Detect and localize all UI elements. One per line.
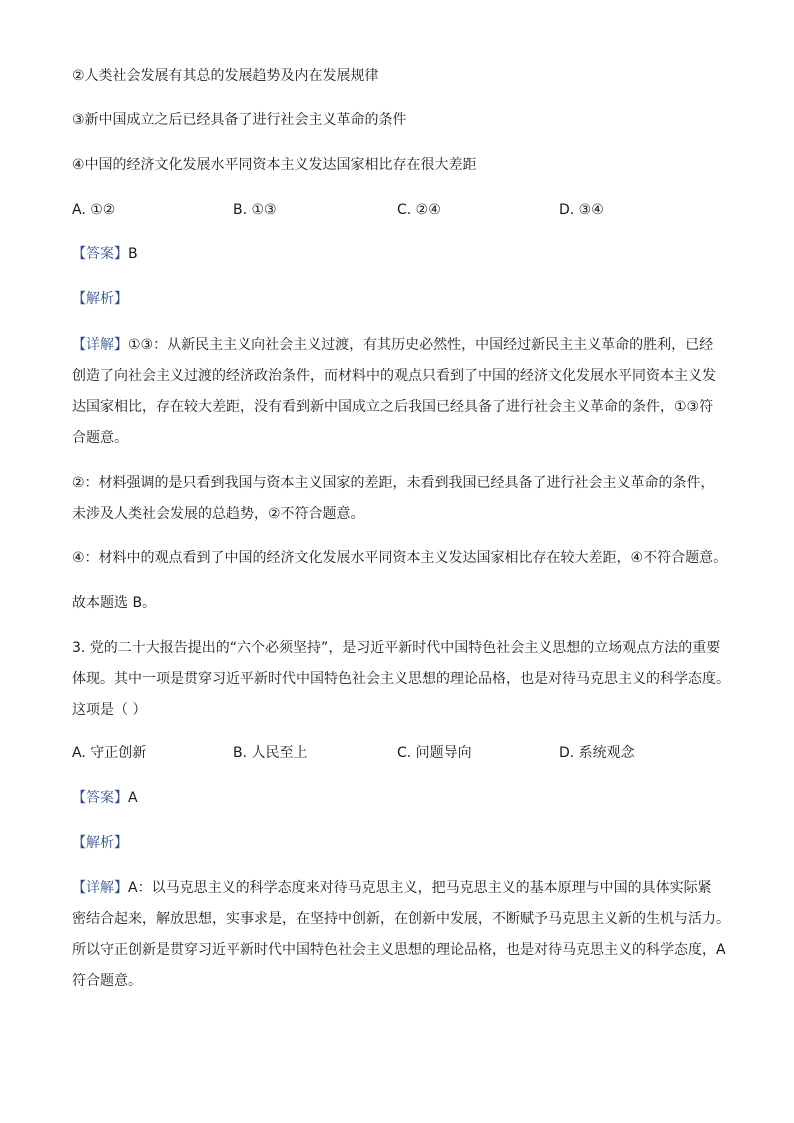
q2-options	[72, 200, 722, 220]
q3-stem-line-3: 这项是（ ）	[72, 702, 147, 718]
statement-3: ③新中国成立之后已经具备了进行社会主义革命的条件	[72, 112, 407, 128]
q2-answer-label: 【答案】	[72, 246, 128, 262]
q2-analysis-label: 【解析】	[72, 291, 128, 307]
q3-option-b: B. 人民至上	[233, 745, 308, 761]
statement-2: ②人类社会发展有其总的发展趋势及内在发展规律	[72, 68, 379, 84]
q3-stem-line-2: 体现。其中一项是贯穿习近平新时代中国特色社会主义思想的理论品格，也是对待马克思主义的科学态度。	[72, 671, 730, 687]
q2-answer-value: B	[128, 246, 138, 262]
q2-option-d: D. ③④	[559, 202, 604, 218]
q3-options	[72, 743, 722, 763]
q2-detail-line-4: 合题意。	[72, 430, 128, 446]
q2-option-c: C. ②④	[397, 202, 441, 218]
q2-point2-line-1: ②：材料强调的是只看到我国与资本主义国家的差距，未看到我国已经具备了进行社会主义革命的条件，	[72, 475, 715, 491]
q2-point2-line-2: 未涉及人类社会发展的总趋势，②不符合题意。	[72, 506, 365, 522]
q2-answer	[72, 244, 138, 264]
q3-detail-line-4: 符合题意。	[72, 973, 142, 989]
q2-detail-line-3: 达国家相比，存在较大差距，没有看到新中国成立之后我国已经具备了进行社会主义革命的条件，①③符	[72, 399, 714, 415]
q2-detail-text-1: ①③：从新民主主义向社会主义过渡，有其历史必然性，中国经过新民主主义革命的胜利，已经	[128, 337, 714, 353]
q3-detail-line-2: 密结合起来，解放思想，实事求是，在坚持中创新，在创新中发展，不断赋予马克思主义新的生机与活力。	[72, 911, 730, 927]
q3-answer	[72, 788, 138, 808]
q2-point4-line: ④：材料中的观点看到了中国的经济文化发展水平同资本主义发达国家相比存在较大差距，④不符合题意。	[72, 550, 728, 566]
q3-detail-label: 【详解】	[72, 880, 128, 896]
q3-stem-line-1: 3. 党的二十大报告提出的“六个必须坚持”，是习近平新时代中国特色社会主义思想的立场观点方法的重要	[72, 640, 721, 656]
q3-analysis-label: 【解析】	[72, 835, 128, 851]
q2-option-b: B. ①③	[233, 202, 277, 218]
q2-detail-label: 【详解】	[72, 337, 128, 353]
q3-option-a: A. 守正创新	[72, 745, 147, 761]
q3-answer-value: A	[128, 790, 138, 806]
q3-answer-label: 【答案】	[72, 790, 128, 806]
q2-detail-line-2: 创造了向社会主义过渡的经济政治条件，而材料中的观点只看到了中国的经济文化发展水平同资本主义发	[72, 368, 716, 384]
statement-4: ④中国的经济文化发展水平同资本主义发达国家相比存在很大差距	[72, 157, 477, 173]
q3-detail-text-1: A：以马克思主义的科学态度来对待马克思主义，把马克思主义的基本原理与中国的具体实际紧	[128, 880, 712, 896]
q2-detail-line-1	[72, 335, 713, 355]
q3-option-c: C. 问题导向	[397, 745, 472, 761]
q2-option-a: A. ①②	[72, 202, 116, 218]
q2-conclusion: 故本题选 B。	[72, 595, 157, 611]
q3-detail-line-1	[72, 878, 712, 898]
q3-detail-line-3: 所以守正创新是贯穿习近平新时代中国特色社会主义思想的理论品格，也是对待马克思主义的科学态度，A	[72, 942, 726, 958]
q3-option-d: D. 系统观念	[559, 745, 635, 761]
